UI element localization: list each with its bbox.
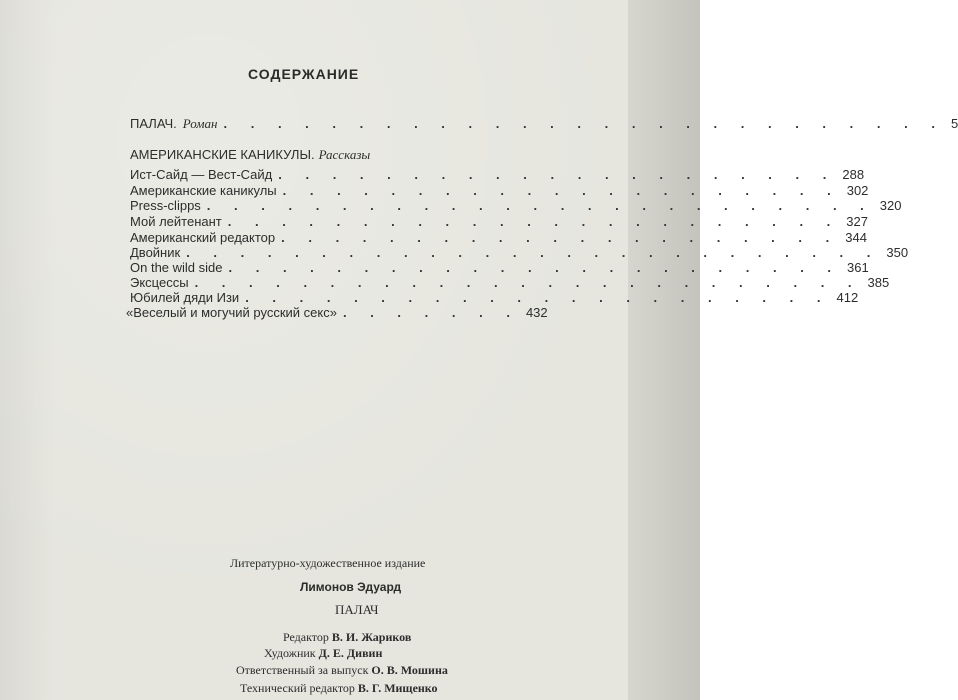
story-title: Press-clipps [130,198,201,213]
imprint-author: Лимонов Эдуард [300,580,402,594]
story-page-number: 432 [525,305,548,320]
page-spine-shadow [628,0,700,700]
credit-name: В. И. Жариков [331,630,412,644]
story-page-number: 361 [847,260,869,275]
section-title: АМЕРИКАНСКИЕ КАНИКУЛЫ. [130,147,315,162]
story-page-number: 350 [886,245,909,260]
toc-row-story [130,290,859,305]
dot-leader: . . . . . . . . . . . . . . . . . . . . . . . . . . [186,245,881,260]
story-title: Американский редактор [130,230,276,245]
story-title: Юбилей дяди Изи [130,290,240,305]
story-page-number: 320 [879,198,902,213]
story-title: Американские каникулы [130,183,277,198]
toc-row-story [130,260,869,275]
edition-type: Литературно-художественное издание [230,556,426,570]
dot-leader: . . . . . . . . . . . . . . . . . . . . . . [245,290,831,305]
story-page-number: 327 [846,214,868,229]
toc-row-story [130,245,909,260]
dot-leader: . . . . . . . . . . . . . . . . . . . . . [278,167,837,182]
contents-heading: СОДЕРЖАНИЕ [248,66,360,82]
section-genre: Рассказы [318,147,371,162]
credit-editor [283,630,411,645]
dot-leader: . . . . . . . . . . . . . . . . . . . . . . . [228,260,842,275]
dot-leader: . . . . . . . . . . . . . . . . . . . . . [281,230,840,245]
credit-artist [264,646,382,661]
section-heading [130,147,370,163]
dot-leader: . . . . . . . [342,305,520,320]
toc-row-story [130,214,868,229]
toc-row-story [130,167,865,182]
credit-name: В. Г. Мищенко [357,681,438,695]
toc-row-novel [130,116,958,132]
credit-tech-editor [240,681,438,696]
credit-name: Д. Е. Дивин [318,646,383,660]
story-title: On the wild side [130,260,223,275]
novel-genre: Роман [182,116,218,131]
story-title: Мой лейтенант [130,214,222,229]
story-page-number: 385 [867,275,890,290]
story-page-number: 302 [846,183,869,198]
credit-name: О. В. Мошина [371,663,448,677]
dot-leader: . . . . . . . . . . . . . . . . . . . . . . . . . [194,275,862,290]
credit-role: Художник [264,646,316,660]
story-title: Двойник [130,245,181,260]
dot-leader: . . . . . . . . . . . . . . . . . . . . . . . [227,214,841,229]
toc-row-story [130,230,867,245]
imprint-book-title: ПАЛАЧ [335,602,379,617]
novel-title: ПАЛАЧ. [130,116,177,131]
story-title: Эксцессы [130,275,189,290]
story-title: Ист-Сайд — Вест-Сайд [130,167,273,182]
dot-leader: . . . . . . . . . . . . . . . . . . . . . . . . . [206,198,874,213]
credit-responsible [236,663,448,678]
story-title: «Веселый и могучий русский секс» [126,305,337,320]
dot-leader: . . . . . . . . . . . . . . . . . . . . . [282,183,841,198]
toc-row-story [130,198,902,213]
dot-leader: . . . . . . . . . . . . . . . . . . . . . . . . . . . [223,116,945,131]
toc-row-story [130,275,890,290]
toc-row-story [130,183,869,198]
story-page-number: 412 [836,290,859,305]
credit-role: Технический редактор [240,681,355,695]
credit-role: Редактор [283,630,329,644]
story-page-number: 344 [845,230,867,245]
story-page-number: 288 [842,167,865,182]
credit-role: Ответственный за выпуск [236,663,369,677]
toc-row-story [126,305,548,320]
novel-page-number: 5 [950,116,958,131]
